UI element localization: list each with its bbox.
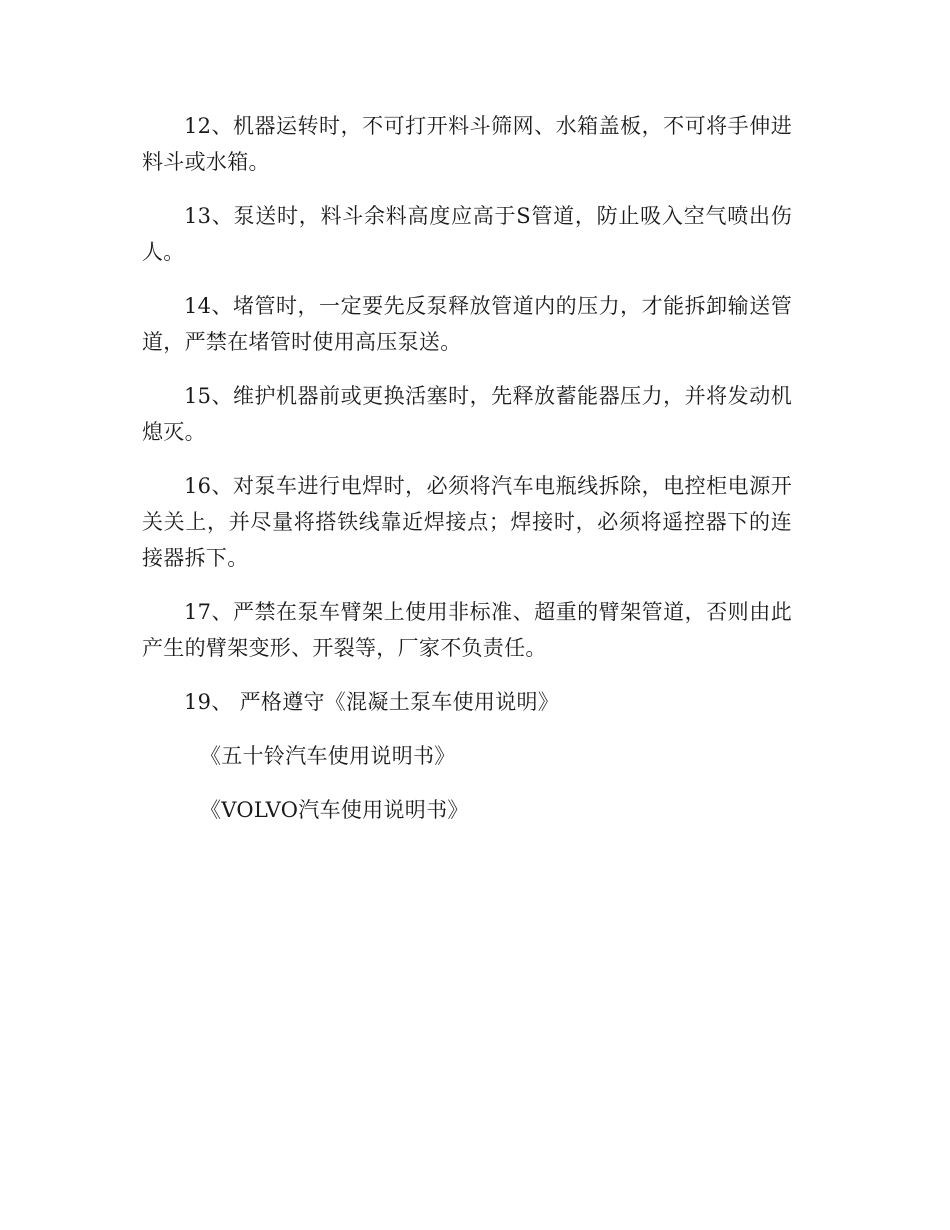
paragraph-item-17: 17、严禁在泵车臂架上使用非标准、超重的臂架管道，否则由此产生的臂架变形、开裂等，厂家不负责任。 bbox=[142, 600, 792, 660]
paragraph-item-16: 16、对泵车进行电焊时，必须将汽车电瓶线拆除，电控柜电源开关关上，并尽量将搭铁线靠近焊接点；焊接时，必须将遥控器下的连接器拆下。 bbox=[142, 474, 792, 570]
reference-intro: 19、 严格遵守《混凝土泵车使用说明》 bbox=[184, 690, 560, 714]
paragraph-item-15: 15、维护机器前或更换活塞时，先释放蓄能器压力，并将发动机熄灭。 bbox=[142, 384, 792, 444]
paragraph-item-13: 13、泵送时，料斗余料高度应高于S管道，防止吸入空气喷出伤人。 bbox=[142, 204, 792, 264]
paragraph-item-12: 12、机器运转时，不可打开料斗筛网、水箱盖板，不可将手伸进料斗或水箱。 bbox=[142, 114, 792, 174]
paragraph-item-14: 14、堵管时，一定要先反泵释放管道内的压力，才能拆卸输送管道，严禁在堵管时使用高压泵送。 bbox=[142, 294, 792, 354]
document-page bbox=[142, 108, 792, 846]
reference-item-volvo-manual: 《VOLVO汽车使用说明书》 bbox=[200, 798, 469, 822]
reference-item-isuzu-manual: 《五十铃汽车使用说明书》 bbox=[200, 744, 456, 768]
